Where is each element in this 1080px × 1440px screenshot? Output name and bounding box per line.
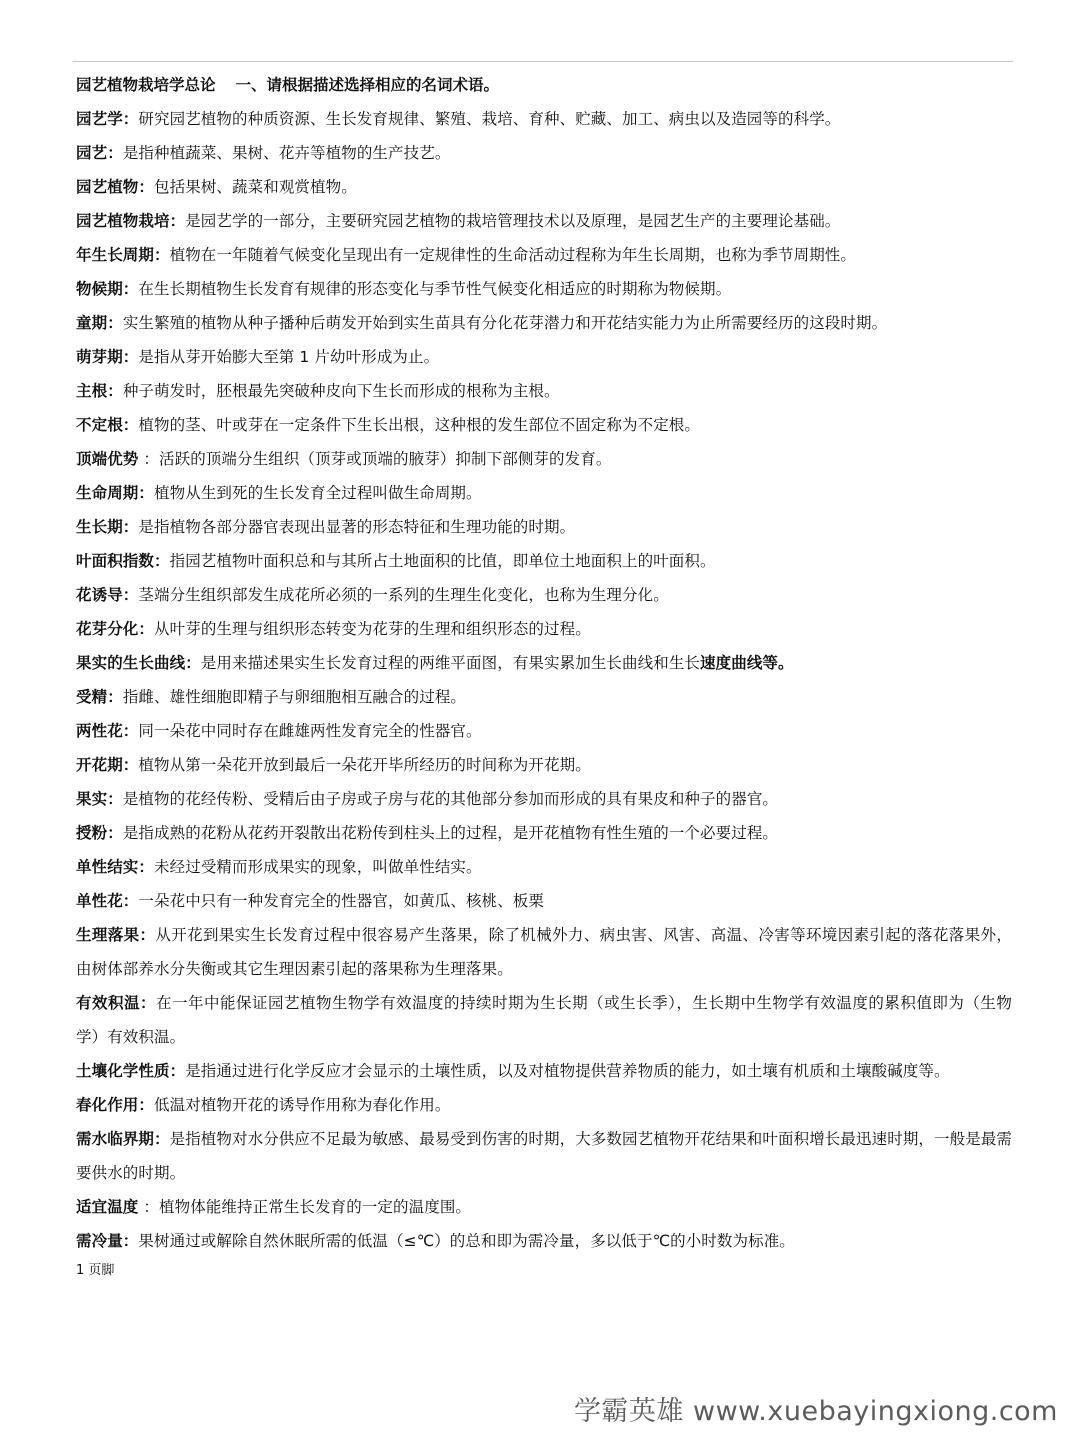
glossary-entry <box>76 782 1012 816</box>
glossary-term: 果实： <box>76 790 123 808</box>
glossary-definition: 植物的茎、叶或芽在一定条件下生长出根，这种根的发生部位不固定称为不定根。 <box>138 416 701 434</box>
glossary-definition: 是园艺学的一部分，主要研究园艺植物的栽培管理技术以及原理，是园艺生产的主要理论基础。 <box>185 212 841 230</box>
glossary-term: 园艺植物： <box>76 178 155 196</box>
glossary-definition: 是植物的花经传粉、受精后由子房或子房与花的其他部分参加而形成的具有果皮和种子的器官。 <box>122 790 779 808</box>
glossary-definition: ：植物体能维持正常生长发育的一定的温度围。 <box>138 1198 472 1216</box>
glossary-entry <box>76 272 1012 306</box>
glossary-term: 萌芽期： <box>76 348 139 366</box>
glossary-entry <box>76 1190 1012 1224</box>
glossary-entry <box>76 408 1012 442</box>
glossary-definition: 研究园艺植物的种质资源、生长发育规律、繁殖、栽培、育种、贮藏、加工、病虫以及造园等的科学。 <box>138 110 841 128</box>
glossary-entry <box>76 374 1012 408</box>
glossary-term: 主根： <box>76 382 123 400</box>
glossary-entry <box>76 1088 1012 1122</box>
glossary-entry <box>76 510 1012 544</box>
glossary-definition: 植物在一年随着气候变化呈现出有一定规律性的生命活动过程称为年生长周期，也称为季节周期性。 <box>169 246 857 264</box>
glossary-term: 单性结实： <box>76 858 155 876</box>
glossary-entry <box>76 816 1012 850</box>
glossary-definition: 在一年中能保证园艺植物生物学有效温度的持续时期为生长期（或生长季），生长期中生物学有效温度的累积值即为（生物学）有效积温。 <box>76 994 1012 1046</box>
glossary-term: 需冷量： <box>76 1232 139 1250</box>
glossary-term: 物候期： <box>76 280 139 298</box>
glossary-definition: 从叶芽的生理与组织形态转变为花芽的生理和组织形态的过程。 <box>154 620 591 638</box>
page-footer: 1 页脚 <box>76 1263 115 1278</box>
glossary-entry <box>76 238 1012 272</box>
glossary-definition: 在生长期植物生长发育有规律的形态变化与季节性气候变化相适应的时期称为物候期。 <box>138 280 732 298</box>
glossary-term: 春化作用： <box>76 1096 155 1114</box>
glossary-term: 顶端优势 <box>76 450 139 468</box>
glossary-term: 花诱导： <box>76 586 139 604</box>
glossary-term: 开花期： <box>76 756 139 774</box>
glossary-definition: 种子萌发时，胚根最先突破种皮向下生长而形成的根称为主根。 <box>122 382 560 400</box>
glossary-entry <box>76 578 1012 612</box>
glossary-entry <box>76 714 1012 748</box>
glossary-definition: 是指种植蔬菜、果树、花卉等植物的生产技艺。 <box>122 144 451 162</box>
document-header <box>76 68 1012 102</box>
glossary-entry <box>76 612 1012 646</box>
glossary-definition: 植物从生到死的生长发育全过程叫做生命周期。 <box>154 484 482 502</box>
glossary-term: 花芽分化： <box>76 620 155 638</box>
glossary-term: 童期： <box>76 314 123 332</box>
glossary-definition: 实生繁殖的植物从种子播种后萌发开始到实生苗具有分化花芽潜力和开花结实能力为止所需要经历的这段时期。 <box>122 314 888 332</box>
glossary-term: 授粉： <box>76 824 123 842</box>
glossary-entry <box>76 748 1012 782</box>
glossary-entry <box>76 340 1012 374</box>
glossary-term: 园艺植物栽培： <box>76 212 186 230</box>
glossary-entry <box>76 1122 1012 1190</box>
glossary-term: 生理落果： <box>76 926 156 944</box>
glossary-definition: 是指通过进行化学反应才会显示的土壤性质，以及对植物提供营养物质的能力，如土壤有机质和土壤酸碱度等。 <box>185 1062 950 1080</box>
glossary-list <box>76 102 1012 1258</box>
glossary-term: 需水临界期： <box>76 1130 170 1148</box>
top-rule <box>73 61 1013 62</box>
glossary-entry <box>76 544 1012 578</box>
glossary-definition: 是指从芽开始膨大至第 1 片幼叶形成为止。 <box>138 348 440 366</box>
glossary-term: 有效积温： <box>76 994 157 1012</box>
glossary-term: 土壤化学性质： <box>76 1062 186 1080</box>
glossary-entry <box>76 204 1012 238</box>
glossary-entry <box>76 102 1012 136</box>
section-instruction: 一、请根据描述选择相应的名词术语。 <box>235 76 500 94</box>
glossary-term: 叶面积指数： <box>76 552 170 570</box>
glossary-term: 适宜温度 <box>76 1198 139 1216</box>
glossary-entry <box>76 442 1012 476</box>
glossary-definition: 指雌、雄性细胞即精子与卵细胞相互融合的过程。 <box>122 688 467 706</box>
glossary-definition: 包括果树、蔬菜和观赏植物。 <box>154 178 357 196</box>
glossary-term: 果实的生长曲线： <box>76 654 201 672</box>
glossary-entry <box>76 646 1012 680</box>
glossary-definition: 是指成熟的花粉从花药开裂散出花粉传到柱头上的过程，是开花植物有性生殖的一个必要过程。 <box>122 824 779 842</box>
glossary-definition: 低温对植物开花的诱导作用称为春化作用。 <box>154 1096 451 1114</box>
glossary-entry <box>76 680 1012 714</box>
glossary-definition: 同一朵花中同时存在雌雄两性发育完全的性器官。 <box>138 722 482 740</box>
glossary-definition: 是指植物各部分器官表现出显著的形态特征和生理功能的时期。 <box>138 518 576 536</box>
glossary-definition: 植物从第一朵花开放到最后一朵花开毕所经历的时间称为开花期。 <box>138 756 591 774</box>
glossary-entry <box>76 918 1012 986</box>
glossary-definition: 是指植物对水分供应不足最为敏感、最易受到伤害的时期，大多数园艺植物开花结果和叶面积增长最迅速时期，一般是最需要供水的时期。 <box>76 1130 1013 1182</box>
glossary-entry <box>76 884 1012 918</box>
glossary-definition: ：活跃的顶端分生组织（顶芽或顶端的腋芽）抑制下部侧芽的发育。 <box>138 450 612 468</box>
glossary-definition: 从开花到果实生长发育过程中很容易产生落果，除了机械外力、病虫害、风害、高温、冷害等环境因素引起的落花落果外，由树体部养水分失衡或其它生理因素引起的落果称为生理落果。 <box>76 926 1012 978</box>
watermark: 学霸英雄 www.xuebayingxiong.com <box>573 1396 1058 1427</box>
document-title: 园艺植物栽培学总论 <box>76 76 216 94</box>
glossary-term: 年生长周期： <box>76 246 170 264</box>
glossary-entry <box>76 986 1012 1054</box>
glossary-term: 园艺学： <box>76 110 139 128</box>
glossary-entry <box>76 476 1012 510</box>
glossary-entry <box>76 306 1012 340</box>
glossary-entry <box>76 170 1012 204</box>
glossary-entry <box>76 850 1012 884</box>
glossary-term: 受精： <box>76 688 123 706</box>
glossary-term: 园艺： <box>76 144 123 162</box>
glossary-entry <box>76 1054 1012 1088</box>
glossary-definition: 果树通过或解除自然休眠所需的低温（≤℃）的总和即为需冷量，多以低于℃的小时数为标准。 <box>138 1232 795 1250</box>
document-body <box>76 68 1012 1284</box>
glossary-definition-emphasis: 速度曲线等。 <box>700 654 794 672</box>
glossary-entry <box>76 1224 1012 1258</box>
glossary-term: 生长期： <box>76 518 139 536</box>
glossary-term: 不定根： <box>76 416 139 434</box>
glossary-term: 两性花： <box>76 722 139 740</box>
glossary-definition: 是用来描述果实生长发育过程的两维平面图，有果实累加生长曲线和生长 <box>200 654 701 672</box>
glossary-definition: 茎端分生组织部发生成花所必须的一系列的生理生化变化，也称为生理分化。 <box>138 586 669 604</box>
glossary-definition: 一朵花中只有一种发育完全的性器官，如黄瓜、核桃、板栗 <box>138 892 545 910</box>
glossary-definition: 指园艺植物叶面积总和与其所占土地面积的比值，即单位土地面积上的叶面积。 <box>169 552 716 570</box>
glossary-definition: 未经过受精而形成果实的现象，叫做单性结实。 <box>154 858 482 876</box>
glossary-term: 生命周期： <box>76 484 155 502</box>
glossary-term: 单性花： <box>76 892 139 910</box>
glossary-entry <box>76 136 1012 170</box>
